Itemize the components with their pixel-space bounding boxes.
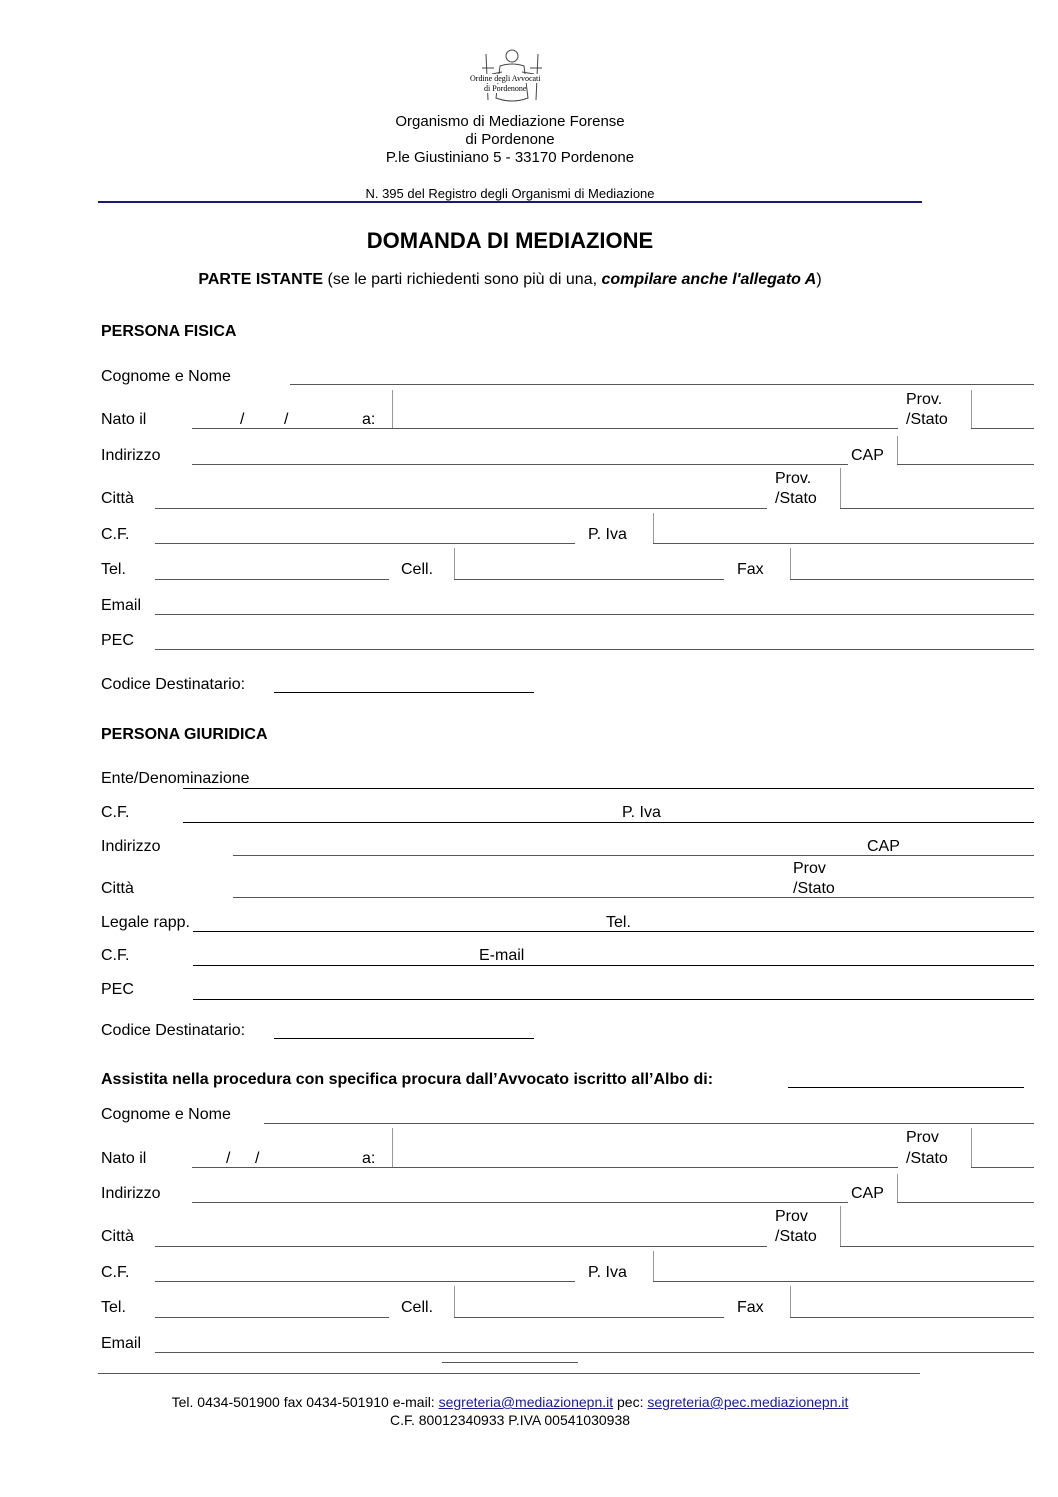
pf-a-label: a: <box>362 411 376 428</box>
pf-divider <box>897 436 898 464</box>
avv-cap-label: CAP <box>851 1185 884 1202</box>
avv-cf-field[interactable] <box>155 1281 575 1282</box>
pg-pec-field[interactable] <box>193 999 1034 1000</box>
avv-birth-slash-1: / <box>226 1150 231 1167</box>
avv-divider <box>840 1206 841 1246</box>
pf-indirizzo-field[interactable] <box>192 464 848 465</box>
registry-number: N. 395 del Registro degli Organismi di Mediazione <box>365 186 655 201</box>
avv-nato-il-label: Nato il <box>101 1150 147 1167</box>
header-rule <box>98 201 922 203</box>
pf-citta-field[interactable] <box>155 508 767 509</box>
avv-birth-prov-field[interactable] <box>971 1167 1034 1168</box>
avv-prov-label-1: Prov <box>906 1129 939 1146</box>
pf-cf-label: C.F. <box>101 526 130 543</box>
footer-contacts-prefix: Tel. 0434-501900 fax 0434-501910 e-mail: <box>171 1394 439 1410</box>
avv-divider <box>392 1128 393 1167</box>
footer-pec-link[interactable]: segreteria@pec.mediazionepn.it <box>647 1394 849 1410</box>
avv-citta-label: Città <box>101 1228 134 1245</box>
pf-piva-label: P. Iva <box>588 526 627 543</box>
pf-piva-field[interactable] <box>653 543 1034 544</box>
avv-divider <box>454 1286 455 1317</box>
subtitle-bold: PARTE ISTANTE <box>198 271 324 288</box>
pg-email-label: E-mail <box>479 947 525 964</box>
pf-cognome-nome-label: Cognome e Nome <box>101 368 231 385</box>
pf-email-field[interactable] <box>155 614 1034 615</box>
logo <box>462 44 562 112</box>
pg-cf-label: C.F. <box>101 804 130 821</box>
avv-email-label: Email <box>101 1335 142 1352</box>
pg-citta-label: Città <box>101 880 134 897</box>
pf-codice-destinatario-field[interactable] <box>274 692 534 693</box>
pg-citta-field[interactable] <box>233 897 1034 898</box>
avv-birth-date-field[interactable] <box>192 1167 390 1168</box>
pf-prov-label-2: Prov. <box>775 470 812 487</box>
pg-piva-label: P. Iva <box>622 804 661 821</box>
subtitle-italic: compilare anche l'allegato A <box>601 271 817 288</box>
pf-birth-slash-2: / <box>284 411 289 428</box>
pg-codice-destinatario-label: Codice Destinatario: <box>101 1022 246 1039</box>
avv-cognome-nome-field[interactable] <box>264 1123 1034 1124</box>
subtitle <box>0 271 1020 289</box>
avv-divider <box>971 1128 972 1167</box>
avv-fax-field[interactable] <box>790 1317 1034 1318</box>
avv-tel-label: Tel. <box>101 1299 126 1316</box>
pg-tel-label: Tel. <box>606 914 631 931</box>
avv-cell-label: Cell. <box>401 1299 434 1316</box>
pf-divider <box>653 513 654 543</box>
footer-email-link[interactable]: segreteria@mediazionepn.it <box>438 1394 614 1410</box>
avv-cell-field[interactable] <box>454 1317 724 1318</box>
pg-cf2-label: C.F. <box>101 947 130 964</box>
avv-prov-field[interactable] <box>840 1246 1034 1247</box>
page-title: DOMANDA DI MEDIAZIONE <box>366 228 654 253</box>
pf-cognome-nome-field[interactable] <box>290 384 1034 385</box>
subtitle-normal: (se le parti richiedenti sono più di una, <box>323 271 602 288</box>
avv-a-label: a: <box>362 1150 376 1167</box>
pf-prov-field[interactable] <box>840 508 1034 509</box>
avv-cognome-nome-label: Cognome e Nome <box>101 1106 231 1123</box>
pf-birth-slash-1: / <box>240 411 245 428</box>
footer-fiscal: C.F. 80012340933 P.IVA 00541030938 <box>389 1412 631 1428</box>
pf-tel-field[interactable] <box>155 579 389 580</box>
pf-divider <box>790 548 791 579</box>
pg-stato-label: /Stato <box>793 880 835 897</box>
pf-fax-label: Fax <box>737 561 764 578</box>
pf-stato-label-1: /Stato <box>906 411 948 428</box>
pf-birth-place-field[interactable] <box>390 428 898 429</box>
footer-contacts <box>0 1393 1020 1411</box>
logo-text-1: Ordine degli Avvocati <box>470 74 541 83</box>
pg-cf-email-field[interactable] <box>193 965 1034 966</box>
org-line-1: Organismo di Mediazione Forense <box>395 113 625 130</box>
subtitle-end: ) <box>816 271 822 288</box>
pf-fax-field[interactable] <box>790 579 1034 580</box>
avv-cap-field[interactable] <box>897 1202 1034 1203</box>
pg-indirizzo-field[interactable] <box>233 855 1034 856</box>
pf-divider <box>392 390 393 428</box>
org-line-3: P.le Giustiniano 5 - 33170 Pordenone <box>385 149 635 166</box>
footer-short-rule <box>442 1362 578 1363</box>
pg-pec-label: PEC <box>101 981 134 998</box>
avv-stato-label-2: /Stato <box>775 1228 817 1245</box>
avv-birth-place-field[interactable] <box>390 1167 898 1168</box>
logo-text-2: di Pordenone <box>484 84 527 93</box>
avv-divider <box>897 1174 898 1202</box>
pf-cap-field[interactable] <box>897 464 1034 465</box>
pf-pec-field[interactable] <box>155 649 1034 650</box>
persona-giuridica-heading: PERSONA GIURIDICA <box>101 726 268 743</box>
pg-ente-label: Ente/Denominazione <box>101 770 250 787</box>
pf-prov-label-1: Prov. <box>906 391 943 408</box>
pf-indirizzo-label: Indirizzo <box>101 447 161 464</box>
pf-divider <box>454 548 455 579</box>
avv-birth-slash-2: / <box>255 1150 260 1167</box>
avv-tel-field[interactable] <box>155 1317 389 1318</box>
pf-pec-label: PEC <box>101 632 134 649</box>
avv-email-field[interactable] <box>155 1352 1034 1353</box>
avv-indirizzo-field[interactable] <box>192 1202 848 1203</box>
pf-cell-field[interactable] <box>454 579 724 580</box>
footer-rule <box>98 1373 920 1374</box>
pg-indirizzo-label: Indirizzo <box>101 838 161 855</box>
avv-stato-label-1: /Stato <box>906 1150 948 1167</box>
avv-fax-label: Fax <box>737 1299 764 1316</box>
pg-cf-piva-field[interactable] <box>183 822 1034 823</box>
pg-legale-label: Legale rapp. <box>101 914 190 931</box>
pf-cf-field[interactable] <box>155 543 575 544</box>
footer-pec-prefix: pec: <box>613 1394 648 1410</box>
pf-birth-prov-field[interactable] <box>971 428 1034 429</box>
pg-prov-label: Prov <box>793 860 826 877</box>
pf-citta-label: Città <box>101 490 134 507</box>
pf-cap-label: CAP <box>851 447 884 464</box>
avv-piva-label: P. Iva <box>588 1264 627 1281</box>
pg-legale-tel-field[interactable] <box>193 931 1034 932</box>
avv-prov-label-2: Prov <box>775 1208 808 1225</box>
pg-cap-label: CAP <box>867 838 900 855</box>
avv-indirizzo-label: Indirizzo <box>101 1185 161 1202</box>
pf-divider <box>971 390 972 428</box>
avv-divider <box>790 1286 791 1317</box>
avv-divider <box>653 1251 654 1281</box>
avv-albo-field[interactable] <box>788 1087 1024 1088</box>
pg-ente-field[interactable] <box>183 788 1034 789</box>
avv-cf-label: C.F. <box>101 1264 130 1281</box>
pf-nato-il-label: Nato il <box>101 411 147 428</box>
org-line-2: di Pordenone <box>465 131 555 148</box>
pf-tel-label: Tel. <box>101 561 126 578</box>
pf-birth-date-field[interactable] <box>192 428 390 429</box>
pf-divider <box>840 468 841 508</box>
pf-email-label: Email <box>101 597 142 614</box>
pf-stato-label-2: /Stato <box>775 490 817 507</box>
avv-citta-field[interactable] <box>155 1246 767 1247</box>
avv-piva-field[interactable] <box>653 1281 1034 1282</box>
pg-codice-destinatario-field[interactable] <box>274 1038 534 1039</box>
avvocato-heading: Assistita nella procedura con specifica procura dall’Avvocato iscritto all’Albo di: <box>101 1071 714 1088</box>
persona-fisica-heading: PERSONA FISICA <box>101 323 237 340</box>
pf-codice-destinatario-label: Codice Destinatario: <box>101 676 246 693</box>
pf-cell-label: Cell. <box>401 561 434 578</box>
